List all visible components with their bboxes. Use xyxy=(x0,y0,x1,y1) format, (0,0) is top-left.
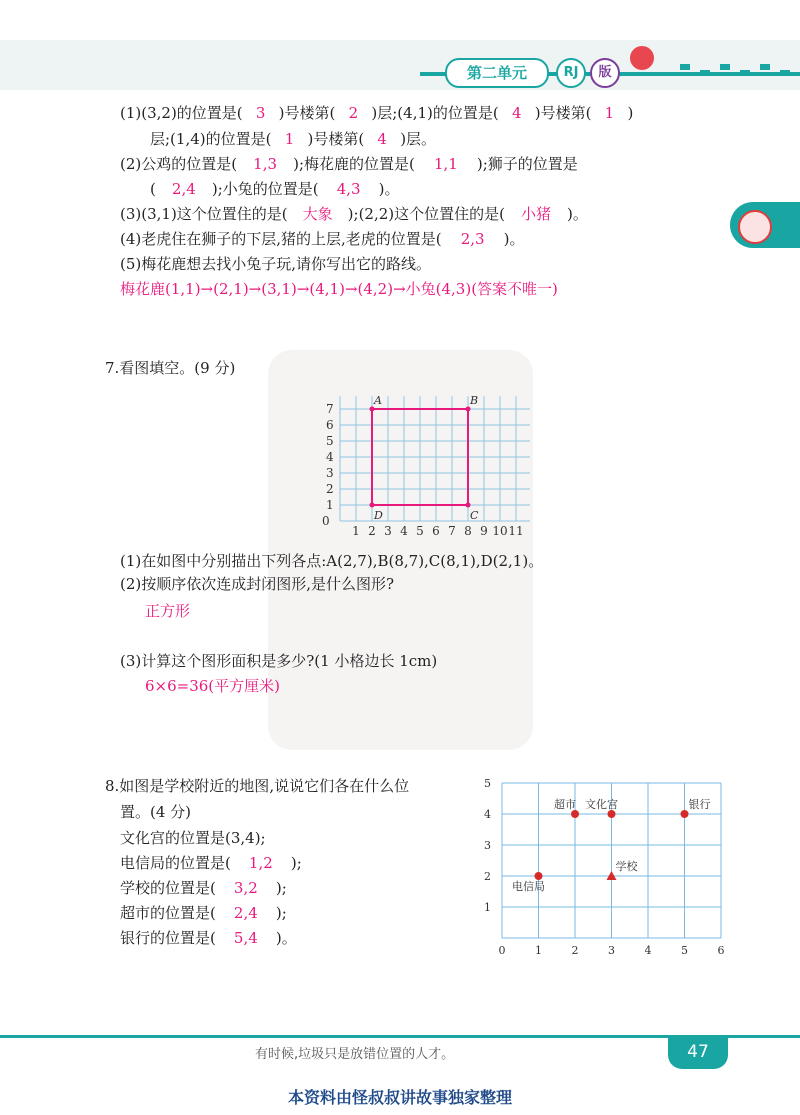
x-tick-label: 8 xyxy=(464,524,472,538)
map-y-tick: 3 xyxy=(484,839,491,852)
footer-slogan: 有时候,垃圾只是放错位置的人才。 xyxy=(255,1047,455,1062)
q7-sub1: (1)在如图中分别描出下列各点:A(2,7),B(8,7),C(8,1),D(2,1)。 xyxy=(120,552,544,570)
y-tick-label: 5 xyxy=(326,434,334,448)
header-decoration xyxy=(620,42,800,86)
point-A xyxy=(370,407,375,412)
unit-label: 第二单元 xyxy=(445,58,549,88)
edition-badge: 版 xyxy=(590,58,620,88)
y-tick-label: 4 xyxy=(326,450,334,464)
map-x-tick: 4 xyxy=(644,944,652,957)
map-x-tick: 1 xyxy=(535,944,542,957)
map-place-dot xyxy=(608,810,616,818)
q6-line6: (4)老虎住在狮子的下层,猪的上层,老虎的位置是( 2,3 )。 xyxy=(120,230,525,248)
rj-badge: RJ xyxy=(556,58,586,88)
q7-sub2: (2)按顺序依次连成封闭图形,是什么图形? xyxy=(120,575,395,593)
x-tick-label: 10 xyxy=(492,524,508,538)
source-note: 本资料由怪叔叔讲故事独家整理 xyxy=(287,1088,512,1107)
point-label: B xyxy=(470,394,479,407)
q7-title: 7.看图填空。(9 分) xyxy=(105,359,236,377)
map-place-label: 电信局 xyxy=(512,880,545,893)
map-y-tick: 4 xyxy=(484,808,491,821)
x-tick-label: 7 xyxy=(448,524,456,538)
q6-line7: (5)梅花鹿想去找小兔子玩,请你写出它的路线。 xyxy=(120,255,432,273)
q8-line4: 超市的位置是( 2,4 ); xyxy=(120,904,287,922)
y-tick-label: 2 xyxy=(326,482,334,496)
map-place-dot xyxy=(571,810,579,818)
point-B xyxy=(466,407,471,412)
map-place-label: 银行 xyxy=(688,798,711,811)
map-y-tick: 1 xyxy=(484,901,491,914)
q6-route-answer: 梅花鹿(1,1)→(2,1)→(3,1)→(4,1)→(4,2)→小兔(4,3)(答案不唯一) xyxy=(120,280,558,298)
x-tick-label: 11 xyxy=(508,524,524,538)
map-x-tick: 2 xyxy=(571,944,579,957)
map-place-label: 超市 xyxy=(554,798,576,811)
map-x-tick: 0 xyxy=(498,944,506,957)
x-tick-label: 2 xyxy=(368,524,376,538)
point-C xyxy=(466,503,471,508)
q6-line1: (1)(3,2)的位置是( 3 )号楼第( 2 )层;(4,1)的位置是( 4 )号楼第( 1 ) xyxy=(120,104,634,122)
mascot-face-icon xyxy=(738,210,772,244)
q8-title-line1: 8.如图是学校附近的地图,说说它们各在什么位 xyxy=(105,777,410,795)
map-x-tick: 5 xyxy=(681,944,688,957)
y-tick-label: 6 xyxy=(326,418,334,432)
q6-line5: (3)(3,1)这个位置住的是( 大象 );(2,2)这个位置住的是( 小猪 )。 xyxy=(120,205,588,223)
map-x-tick: 6 xyxy=(717,944,725,957)
map-place-label: 文化宫 xyxy=(585,798,618,811)
x-tick-label: 4 xyxy=(400,524,408,538)
q8-title-line2: 置。(4 分) xyxy=(120,803,192,821)
q7-answer3: 6×6=36(平方厘米) xyxy=(145,677,281,695)
x-tick-label: 6 xyxy=(432,524,440,538)
q6-line4: ( 2,4 );小兔的位置是( 4,3 )。 xyxy=(150,180,400,198)
x-tick-label: 3 xyxy=(384,524,392,538)
q8-map-figure xyxy=(480,778,725,968)
mascot-icon xyxy=(630,46,654,70)
y-tick-label: 1 xyxy=(326,498,334,512)
q8-line2: 电信局的位置是( 1,2 ); xyxy=(120,854,302,872)
map-x-tick: 3 xyxy=(608,944,615,957)
origin-label: 0 xyxy=(322,514,330,528)
y-tick-label: 3 xyxy=(326,466,334,480)
point-label: D xyxy=(374,509,383,522)
q6-line2: 层;(1,4)的位置是( 1 )号楼第( 4 )层。 xyxy=(150,130,437,148)
x-tick-label: 9 xyxy=(480,524,488,538)
map-y-tick: 5 xyxy=(484,778,491,790)
map-place-dot xyxy=(535,872,543,880)
map-place-label: 学校 xyxy=(615,860,638,873)
point-label: C xyxy=(470,509,479,522)
q8-line3: 学校的位置是( 3,2 ); xyxy=(120,879,287,897)
map-y-tick: 2 xyxy=(484,870,491,883)
q7-answer2: 正方形 xyxy=(145,602,191,620)
q8-line5: 银行的位置是( 5,4 )。 xyxy=(120,929,297,947)
page-number: 47 xyxy=(668,1035,728,1069)
point-label: A xyxy=(374,394,382,407)
q6-line3: (2)公鸡的位置是( 1,3 );梅花鹿的位置是( 1,1 );狮子的位置是 xyxy=(120,155,578,173)
q7-sub3: (3)计算这个图形面积是多少?(1 小格边长 1cm) xyxy=(120,652,438,670)
y-tick-label: 7 xyxy=(326,402,334,416)
map-place-dot xyxy=(681,810,689,818)
q7-grid-figure xyxy=(300,385,530,540)
x-tick-label: 1 xyxy=(352,524,360,538)
point-D xyxy=(370,503,375,508)
q8-line1: 文化宫的位置是(3,4); xyxy=(120,829,266,847)
x-tick-label: 5 xyxy=(416,524,424,538)
